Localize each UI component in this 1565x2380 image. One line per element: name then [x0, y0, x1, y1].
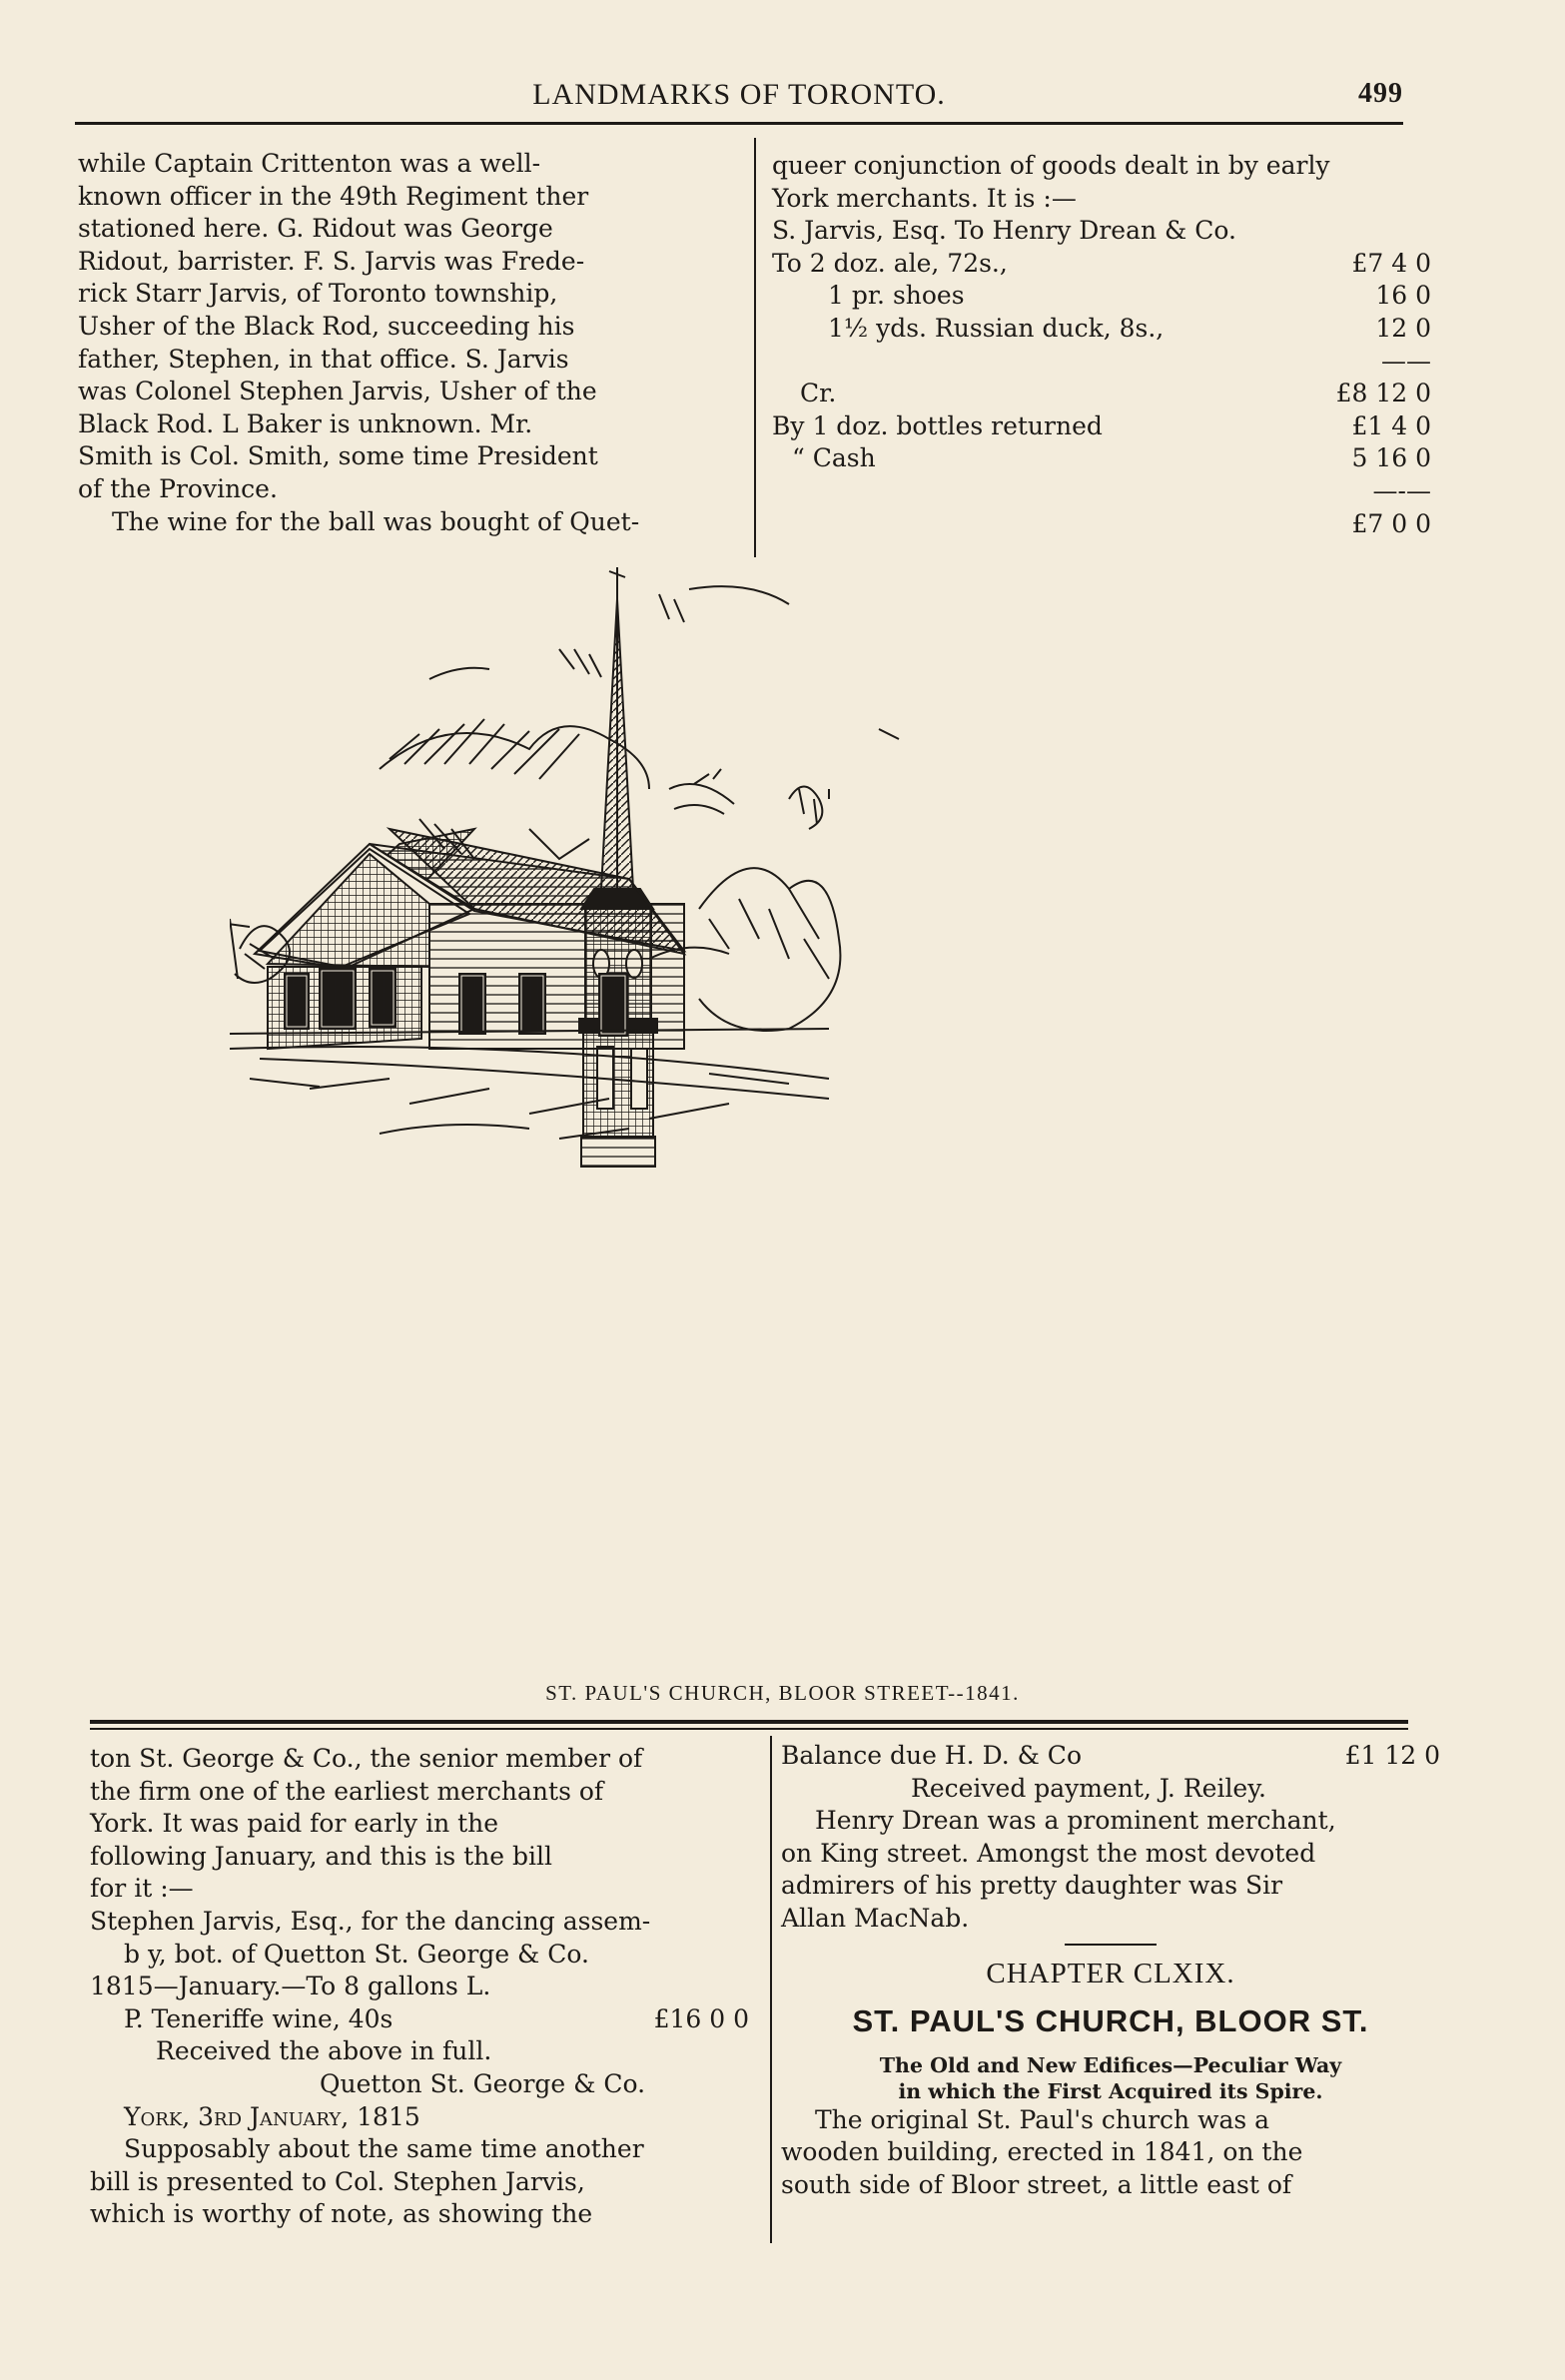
chapter-subheading: in which the First Acquired its Spire. [898, 2078, 1323, 2103]
account-heading: S. Jarvis, Esq. To Henry Drean & Co. [772, 216, 1236, 246]
birds [669, 729, 899, 814]
section-rule [90, 1728, 1408, 1730]
account-amount: £1 12 0 [1344, 1741, 1440, 1770]
receipt-line: Received payment, J. Reiley. [911, 1773, 1266, 1803]
left-column-top [78, 148, 737, 538]
text-line: which is worthy of note, as showing the [90, 2199, 593, 2229]
place-date-line: York, 3rd January, 1815 [124, 2101, 420, 2131]
account-amount: 12 0 [1375, 313, 1431, 343]
text-line: rick Starr Jarvis, of Toronto township, [78, 279, 558, 309]
page-number: 499 [1358, 78, 1403, 109]
chapter-subheading: The Old and New Edifices—Peculiar Way [879, 2052, 1342, 2077]
text-line: for it :— [90, 1874, 194, 1904]
text-line: The original St. Paul's church was a [815, 2104, 1270, 2134]
running-title: LANDMARKS OF TORONTO. [532, 78, 946, 111]
header-rule [75, 122, 1403, 125]
account-rule [772, 346, 1431, 379]
text-line: known officer in the 49th Regiment ther [78, 181, 589, 211]
text-line: Black Rod. L Baker is unknown. Mr. [78, 408, 533, 438]
left-column-bottom [90, 1743, 749, 2231]
text-line: York merchants. It is :— [772, 183, 1077, 213]
account-item: 1 pr. shoes [828, 281, 965, 311]
column-divider [754, 138, 756, 557]
text-line: stationed here. G. Ridout was George [78, 214, 553, 244]
text-line: of the Province. [78, 473, 278, 503]
chapter-number: CHAPTER CLXIX. [986, 1957, 1235, 1989]
account-item: P. Teneriffe wine, 40s [124, 2003, 393, 2033]
text-line: father, Stephen, in that office. S. Jarvis [78, 344, 569, 374]
text-line: queer conjunction of goods dealt in by early [772, 151, 1330, 180]
account-row [90, 2003, 749, 2036]
chapter-rule [1065, 1944, 1157, 1946]
text-line: Supposably about the same time another [124, 2134, 644, 2164]
receipt-line: Received the above in full. [156, 2036, 492, 2066]
running-header [75, 74, 1403, 118]
text-line: Stephen Jarvis, Esq., for the dancing assem- [90, 1906, 651, 1936]
sum-rule: —-— [1372, 475, 1431, 505]
account-total: £7 0 0 [1351, 508, 1431, 538]
text-line: south side of Bloor street, a little east of [781, 2169, 1292, 2199]
text-line: b y, bot. of Quetton St. George & Co. [124, 1939, 589, 1969]
text-line: Henry Drean was a prominent merchant, [815, 1806, 1336, 1836]
text-line: following January, and this is the bill [90, 1841, 553, 1871]
text-line: Usher of the Black Rod, succeeding his [78, 311, 575, 341]
signature-line: Quetton St. George & Co. [320, 2068, 646, 2098]
account-row [772, 378, 1431, 410]
illustration-caption: ST. PAUL'S CHURCH, BLOOR STREET--1841. [545, 1681, 1020, 1705]
account-item: “ Cash [792, 443, 876, 473]
text-line: admirers of his pretty daughter was Sir [781, 1871, 1283, 1901]
account-row [772, 280, 1431, 313]
account-row [772, 508, 1431, 541]
text-line: on King street. Amongst the most devoted [781, 1838, 1316, 1868]
account-item: 1½ yds. Russian duck, 8s., [828, 313, 1165, 343]
account-amount: 16 0 [1375, 281, 1431, 311]
credit-heading: Cr. [800, 379, 837, 408]
text-line: Allan MacNab. [781, 1903, 970, 1933]
text-line: Smith is Col. Smith, some time President [78, 441, 598, 471]
text-line: while Captain Crittenton was a well- [78, 149, 541, 178]
text-line: bill is presented to Col. Stephen Jarvis, [90, 2166, 585, 2196]
text-line: ton St. George & Co., the senior member of [90, 1744, 643, 1773]
account-item: To 2 doz. ale, 72s., [772, 248, 1008, 278]
text-line: was Colonel Stephen Jarvis, Usher of the [78, 377, 597, 406]
account-amount: £8 12 0 [1335, 379, 1431, 408]
account-row [772, 248, 1431, 281]
account-row [772, 410, 1431, 443]
account-amount: £7 4 0 [1351, 248, 1431, 278]
account-row [772, 313, 1431, 346]
account-row [781, 1740, 1440, 1773]
text-line: the firm one of the earliest merchants of [90, 1776, 604, 1806]
section-rule [90, 1720, 1408, 1724]
right-column-bottom [781, 1740, 1440, 2202]
account-item: By 1 doz. bottles returned [772, 410, 1103, 440]
text-line: wooden building, erected in 1841, on the [781, 2137, 1303, 2167]
date-line: 1815—January.—To 8 gallons L. [90, 1972, 491, 2001]
account-amount: £16 0 0 [653, 2003, 749, 2033]
text-line: Ridout, barrister. F. S. Jarvis was Frede- [78, 246, 585, 276]
church-engraving [230, 559, 1288, 1668]
account-row [772, 442, 1431, 475]
text-line: The wine for the ball was bought of Quet- [112, 506, 640, 536]
account-item: Balance due H. D. & Co [781, 1741, 1082, 1770]
text-line: York. It was paid for early in the [90, 1809, 499, 1839]
account-rule [772, 475, 1431, 508]
account-amount: £1 4 0 [1351, 410, 1431, 440]
right-column-top [772, 150, 1431, 540]
column-divider [770, 1736, 772, 2243]
chapter-title: ST. PAUL'S CHURCH, BLOOR ST. [852, 2003, 1369, 2039]
sum-rule: —— [1381, 346, 1431, 376]
account-amount: 5 16 0 [1351, 443, 1431, 473]
